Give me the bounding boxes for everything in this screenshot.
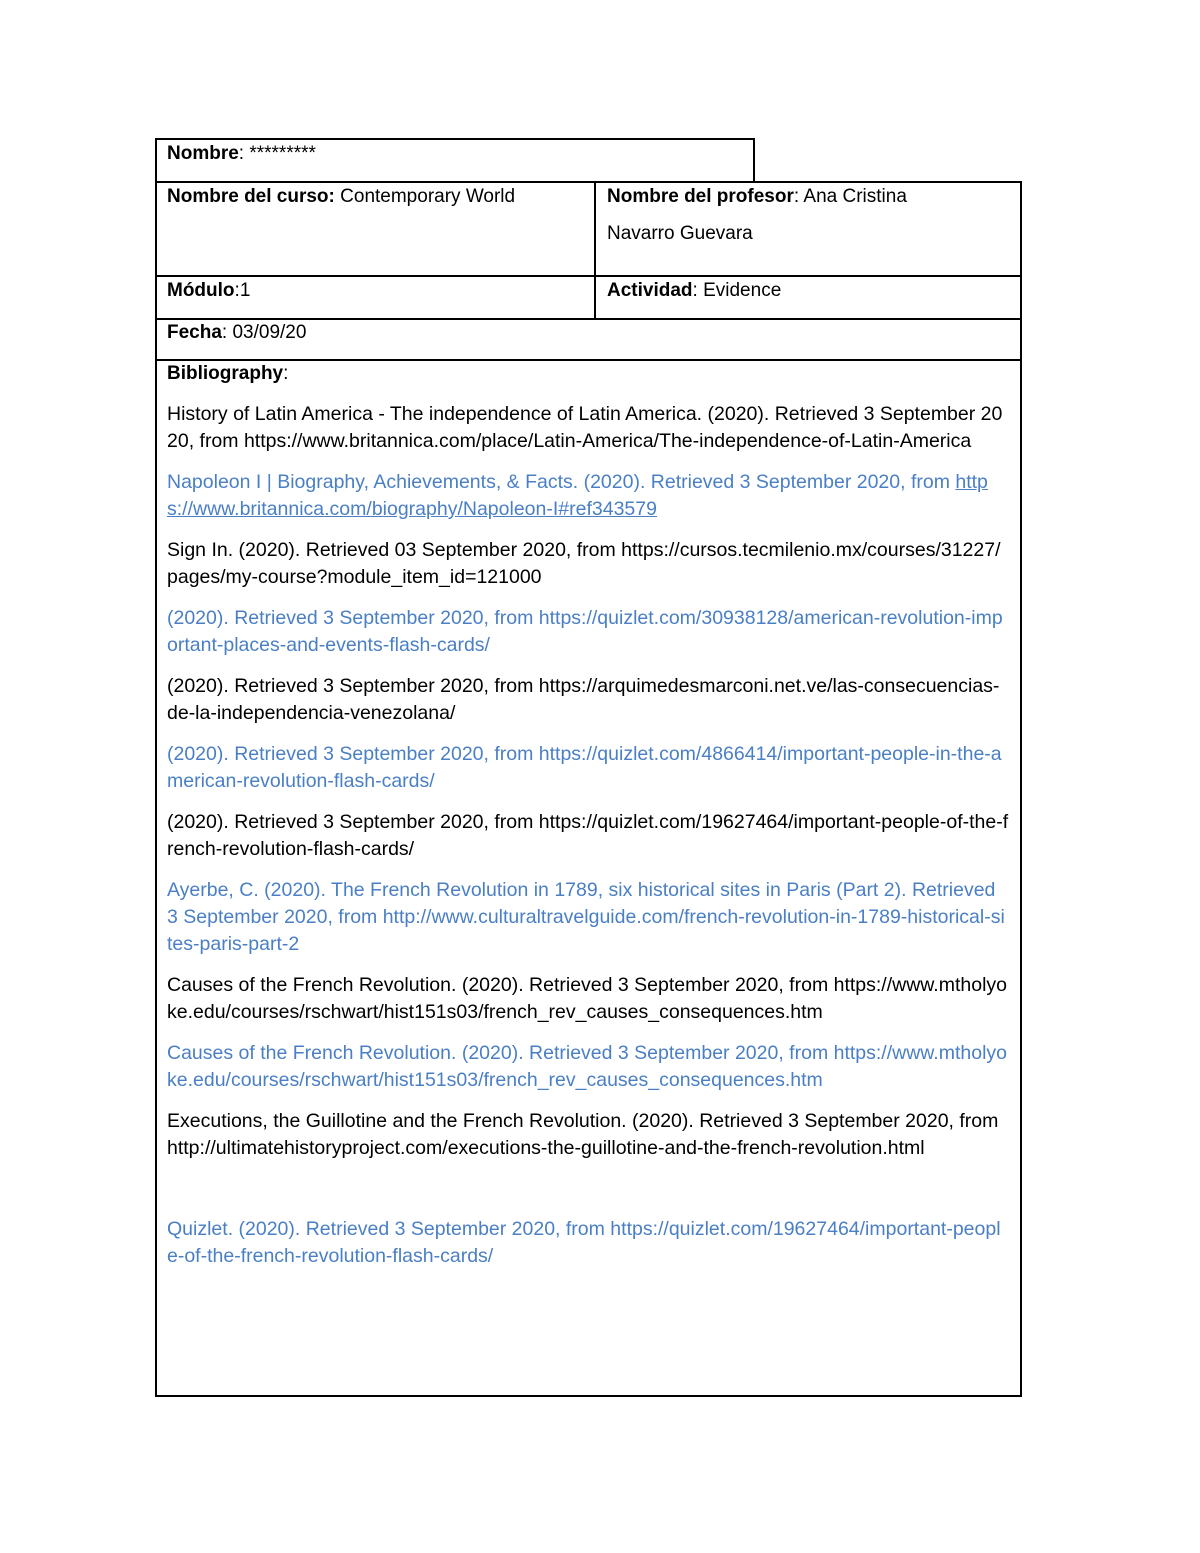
bib-entry-5: (2020). Retrieved 3 September 2020, from https://arquimedesmarconi.net.ve/las-consecuencias-de-la-independencia-venezolana/ xyxy=(167,675,1000,724)
bib-entry-4: (2020). Retrieved 3 September 2020, from https://quizlet.com/30938128/american-revolution-important-places-and-events-flash-cards/ xyxy=(167,607,1003,656)
bib-entry-6: (2020). Retrieved 3 September 2020, from https://quizlet.com/4866414/important-people-in-the-american-revolution-flash-cards/ xyxy=(167,743,1002,792)
fecha-cell: Fecha: 03/09/20 xyxy=(167,322,307,343)
nombre-cell: Nombre: ********* xyxy=(167,143,316,164)
profesor-value-1: Ana Cristina xyxy=(803,186,907,207)
actividad-value: Evidence xyxy=(703,280,782,301)
fecha-label: Fecha xyxy=(167,322,222,343)
bib-entry-2-link[interactable]: https://www.britannica.com/biography/Napoleon-I#ref343579 xyxy=(167,471,988,520)
profesor-label: Nombre del profesor xyxy=(607,186,794,207)
bib-entry-12: Quizlet. (2020). Retrieved 3 September 2020, from https://quizlet.com/19627464/important-people-of-the-french-revolution-flash-cards/ xyxy=(167,1218,1001,1267)
bib-entry-9: Causes of the French Revolution. (2020). Retrieved 3 September 2020, from https://www.mtholyoke.edu/courses/rschwart/hist151s03/french_rev_causes_consequences.htm xyxy=(167,974,1007,1023)
curso-label: Nombre del curso: xyxy=(167,186,335,207)
bibliography-section: Bibliography: History of Latin America - The independence of Latin America. (2020). Retrieved 3 September 2020, from https://www.britannica.com/place/Latin-America/The-independence-of-Latin-America Napoleon I | Biography, Achievements, & Facts. (2020). Retrieved 3 September 2020, from https://www.britannica.com/biography/Napoleon-I#ref343579 Sign In. (2020). Retrieved 03 September 2020, from https://cursos.tecmilenio.mx/courses/31227/pages/my-course?module_item_id=121000 (2020). Retrieved 3 September 2020, from https://quizlet.com/30938128/american-revolution-important-places-and-events-flash-cards/ (2020). Retrieved 3 September 2020, from https://arquimedesmarconi.net.ve/las-consecuencias-de-la-independencia-venezolana/ (2020). Retrieved 3 September 2020, from https://quizlet.com/4866414/important-people-in-the-american-revolution-flash-cards/ (2020). Retrieved 3 September 2020, from https://quizlet.com/19627464/important-people-of-the-french-revolution-flash-cards/ Ayerbe, C. (2020). The French Revolution in 1789, six historical sites in Paris (Part 2). Retrieved 3 September 2020, from http://www.culturaltravelguide.com/french-revolution-in-1789-historical-sites-paris-part-2 Causes of the French Revolution. (2020). Retrieved 3 September 2020, from https://www.mtholyoke.edu/courses/rschwart/hist151s03/french_rev_causes_consequences.htm Causes of the French Revolution. (2020). Retrieved 3 September 2020, from https://www.mtholyoke.edu/courses/rschwart/hist151s03/french_rev_causes_consequences.htm Executions, the Guillotine and the French Revolution. (2020). Retrieved 3 September 2020, from http://ultimatehistoryproject.com/executions-the-guillotine-and-the-french-revolution.html Quizlet. (2020). Retrieved 3 September 2020, from https://quizlet.com/19627464/important-people-of-the-french-revolution-flash-cards/ xyxy=(157,360,1019,1284)
nombre-value: ********* xyxy=(249,143,316,164)
blank-paragraph xyxy=(167,1176,1009,1216)
modulo-cell: Módulo:1 xyxy=(167,280,251,301)
actividad-cell: Actividad: Evidence xyxy=(607,280,782,301)
bib-entry-1: History of Latin America - The independence of Latin America. (2020). Retrieved 3 September 2020, from https://www.britannica.com/place/Latin-America/The-independence-of-Latin-America xyxy=(167,403,1003,452)
modulo-value: 1 xyxy=(239,280,251,301)
bib-entry-3: Sign In. (2020). Retrieved 03 September 2020, from https://cursos.tecmilenio.mx/courses/31227/pages/my-course?module_item_id=121000 xyxy=(167,539,1001,588)
bib-entry-2 xyxy=(167,469,1009,523)
column-divider xyxy=(594,181,596,320)
profesor-value-2: Navarro Guevara xyxy=(607,223,753,244)
curso-cell xyxy=(157,183,594,210)
curso-value: Contemporary World xyxy=(340,186,516,207)
bibliography-label: Bibliography xyxy=(167,363,284,384)
bib-entry-8: Ayerbe, C. (2020). The French Revolution in 1789, six historical sites in Paris (Part 2). Retrieved 3 September 2020, from http://www.culturaltravelguide.com/french-revolution-in-1789-historical-sites-paris-part-2 xyxy=(167,879,1005,955)
bib-entry-2-text: Napoleon I | Biography, Achievements, & Facts. (2020). Retrieved 3 September 2020, from xyxy=(167,471,956,493)
nombre-label: Nombre xyxy=(167,143,239,164)
bib-entry-7: (2020). Retrieved 3 September 2020, from https://quizlet.com/19627464/important-people-of-the-french-revolution-flash-cards/ xyxy=(167,811,1009,860)
actividad-label: Actividad xyxy=(607,280,693,301)
fecha-value: 03/09/20 xyxy=(232,322,307,343)
modulo-label: Módulo xyxy=(167,280,235,301)
bib-entry-11: Executions, the Guillotine and the French Revolution. (2020). Retrieved 3 September 2020, from http://ultimatehistoryproject.com/executions-the-guillotine-and-the-french-revolution.html xyxy=(167,1110,999,1159)
profesor-cell: Nombre del profesor: Ana Cristina Navarro Guevara xyxy=(597,183,1020,252)
bib-entry-10: Causes of the French Revolution. (2020). Retrieved 3 September 2020, from https://www.mtholyoke.edu/courses/rschwart/hist151s03/french_rev_causes_consequences.htm xyxy=(167,1042,1007,1091)
